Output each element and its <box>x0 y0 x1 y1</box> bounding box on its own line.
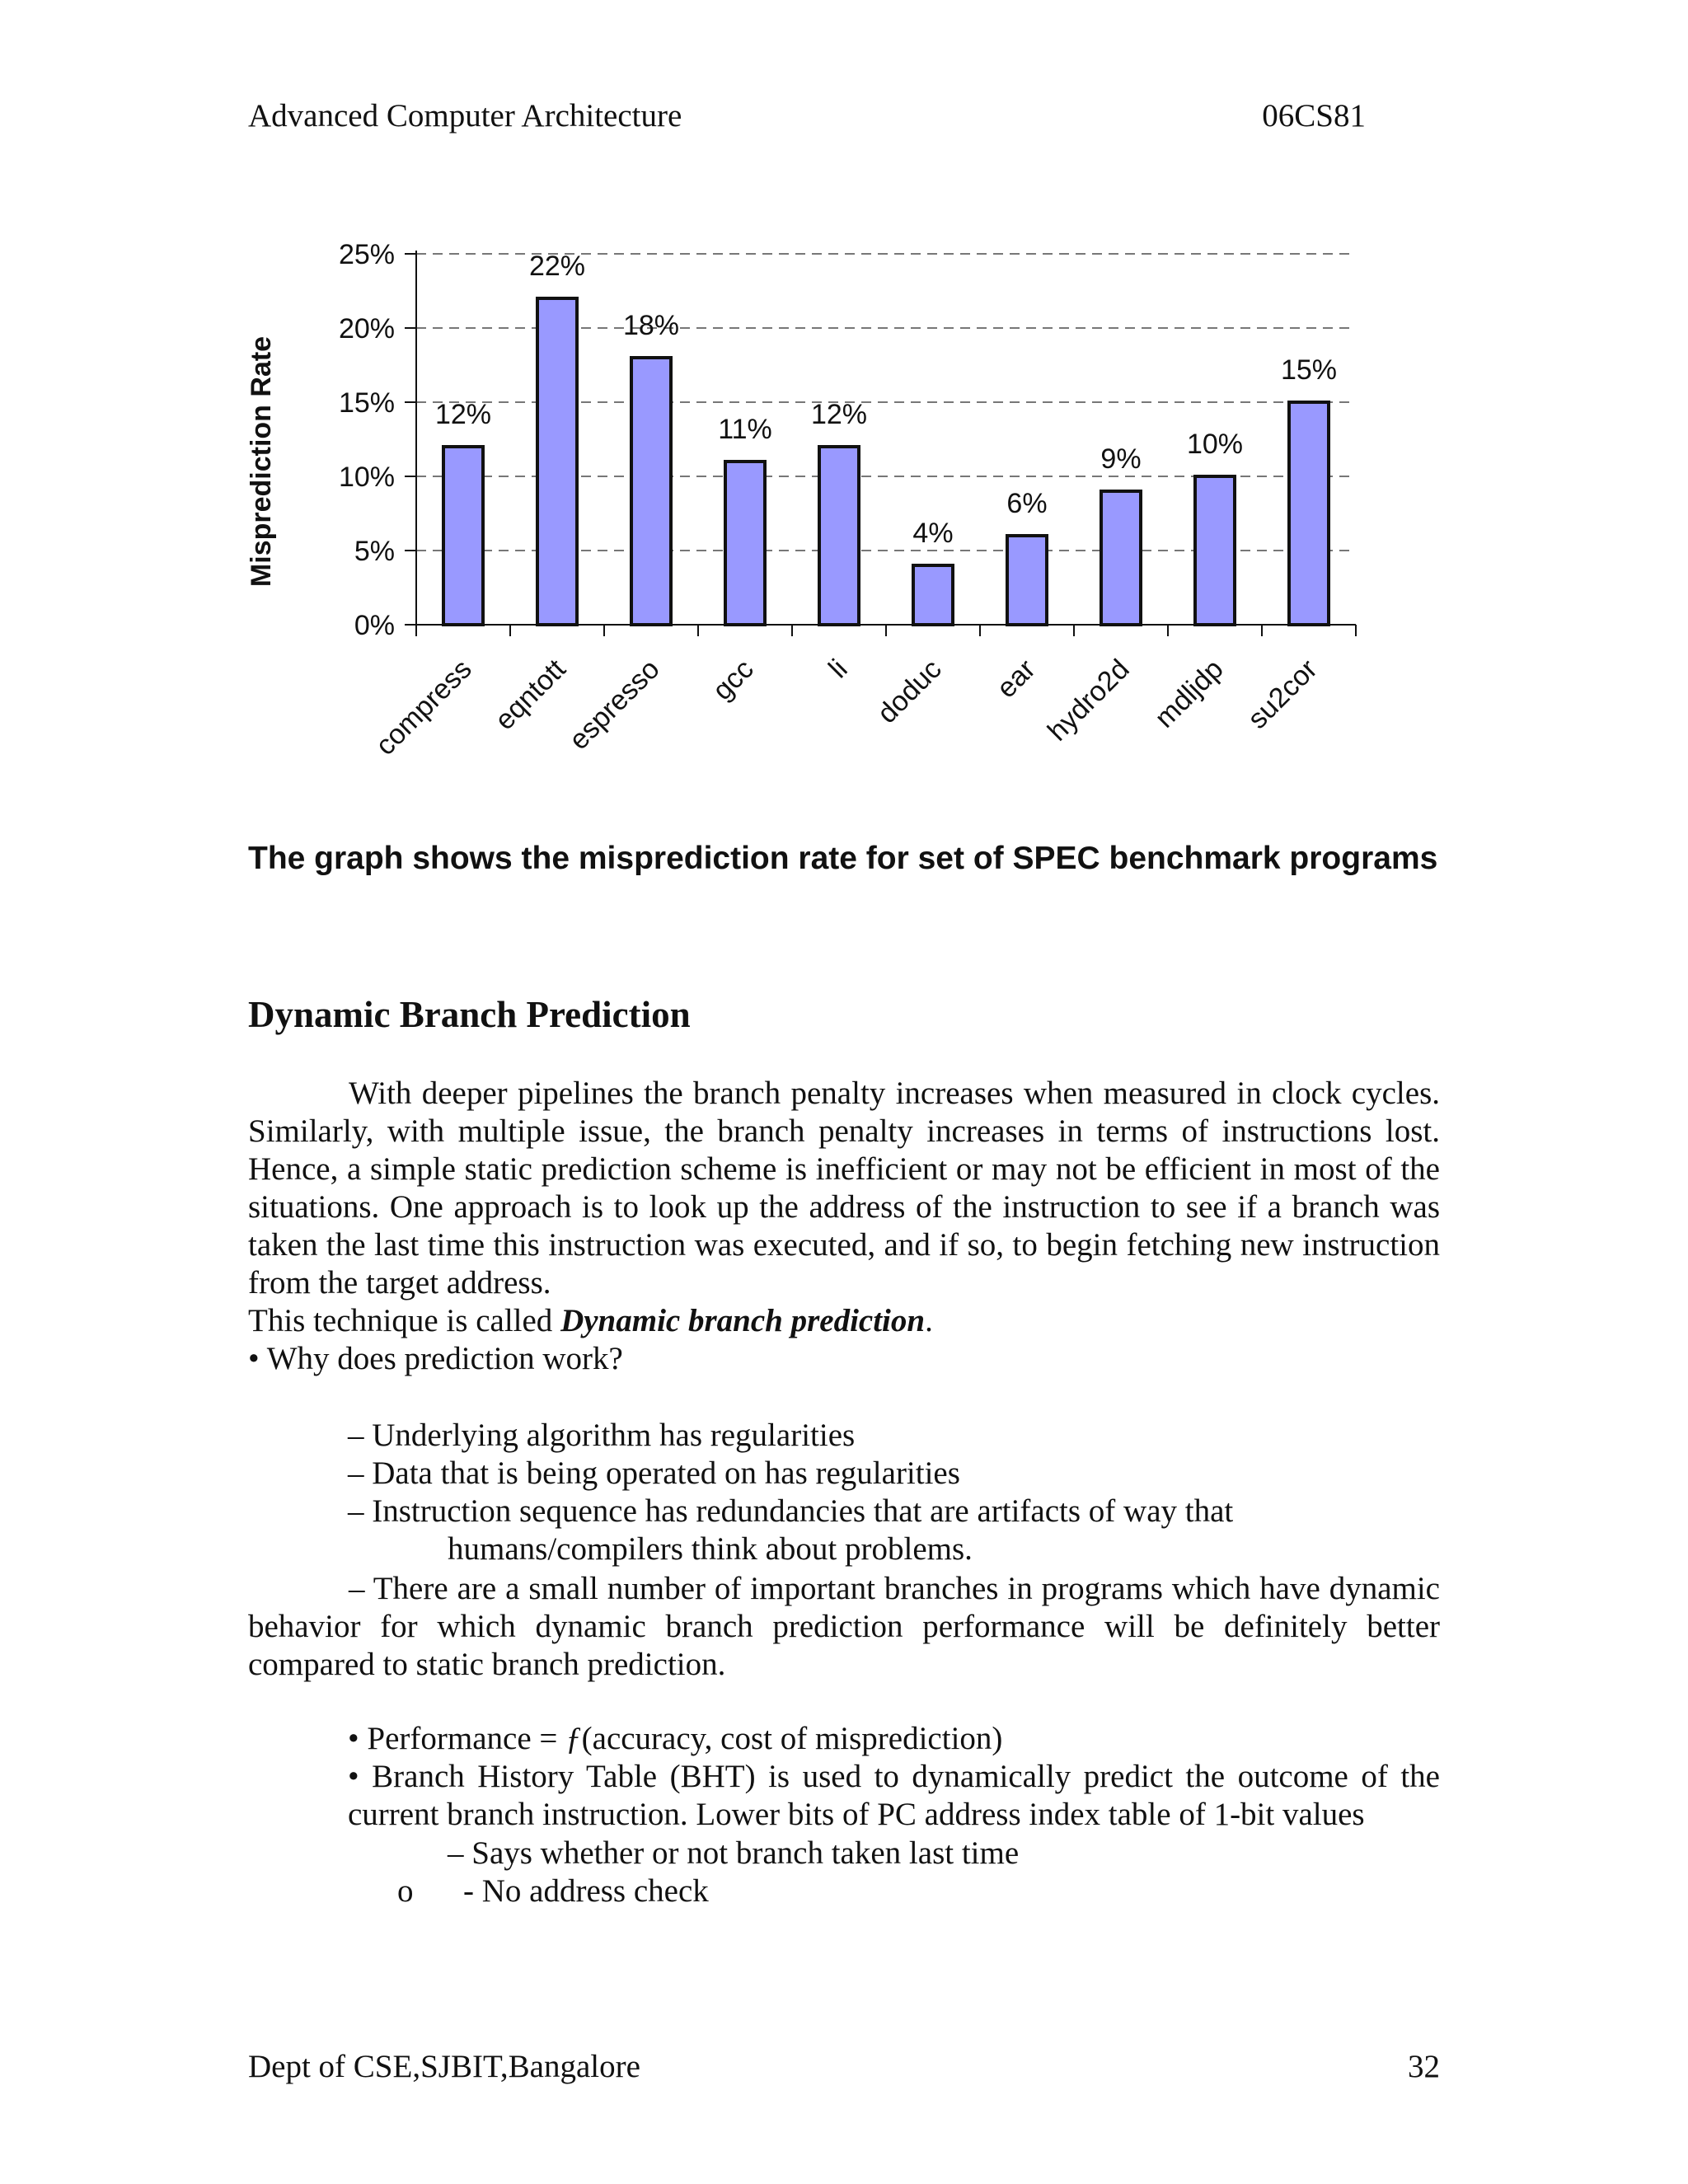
page-number: 32 <box>1408 2049 1440 2084</box>
perf-function: ƒ <box>565 1721 582 1756</box>
data-label: 12% <box>810 399 868 430</box>
category-label: ear <box>991 653 1042 705</box>
bar <box>537 298 577 625</box>
bar <box>1289 402 1329 625</box>
category-label: espresso <box>563 653 666 757</box>
category-label: li <box>823 653 854 685</box>
technique-prefix: This technique is called <box>248 1303 561 1338</box>
figure-caption: The graph shows the misprediction rate for set of SPEC benchmark programs <box>248 841 1438 876</box>
y-axis-label: Misprediction Rate <box>246 335 277 588</box>
data-label: 18% <box>622 310 680 341</box>
bht-bullet: • Branch History Table (BHT) is used to dynamically predict the outcome of the current branch instruction. Lower bits of PC address index table of 1-bit values <box>348 1759 1440 1832</box>
reason-item-3: – Instruction sequence has redundancies that are artifacts of way that <box>348 1493 1234 1529</box>
reason-item-2: – Data that is being operated on has regularities <box>348 1455 960 1491</box>
chart-bars <box>443 298 1329 625</box>
reason-item-1: – Underlying algorithm has regularities <box>348 1418 856 1453</box>
no-address-check-item: - No address check <box>463 1873 709 1909</box>
category-label: hydro2d <box>1041 653 1136 748</box>
data-label: 6% <box>1006 488 1048 519</box>
page-header-left: Advanced Computer Architecture <box>248 98 682 134</box>
category-label: eqntott <box>489 653 572 737</box>
category-label: su2cor <box>1241 653 1324 735</box>
says-item: – Says whether or not branch taken last time <box>448 1835 1020 1871</box>
y-tick-label: 10% <box>338 462 395 493</box>
bar <box>443 447 483 625</box>
y-tick-label: 20% <box>338 313 395 344</box>
sub-bullet-o: o <box>397 1873 414 1909</box>
reason-item-4: – There are a small number of important branches in programs which have dynamic behavior for which dynamic branch prediction performance will be definitely better compared to static branch prediction. <box>248 1571 1440 1682</box>
technique-suffix: . <box>925 1303 933 1338</box>
bar <box>913 565 953 625</box>
reason-item-3-continued: humans/compilers think about problems. <box>448 1531 973 1567</box>
bar <box>1195 476 1235 625</box>
category-label: doduc <box>871 653 948 730</box>
technique-line <box>248 1302 933 1340</box>
page-header-right: 06CS81 <box>1262 98 1366 134</box>
y-tick-label: 25% <box>338 239 395 270</box>
data-label: 10% <box>1186 429 1244 460</box>
section-title: Dynamic Branch Prediction <box>248 994 691 1035</box>
why-bullet: • Why does prediction work? <box>248 1341 623 1376</box>
bar <box>1101 491 1141 625</box>
data-label: 12% <box>434 399 492 430</box>
bar <box>819 447 859 625</box>
performance-bullet <box>348 1720 1002 1758</box>
y-tick-label: 15% <box>338 387 395 419</box>
technique-term: Dynamic branch prediction <box>560 1303 926 1338</box>
data-label: 15% <box>1280 354 1338 386</box>
bar <box>1007 536 1047 625</box>
category-label: compress <box>369 653 478 762</box>
bar <box>725 462 765 625</box>
data-label: 4% <box>912 518 954 549</box>
page-footer-left: Dept of CSE,SJBIT,Bangalore <box>248 2049 640 2084</box>
perf-suffix: (accuracy, cost of misprediction) <box>581 1721 1003 1756</box>
data-label: 22% <box>528 251 586 282</box>
category-label: gcc <box>706 653 760 707</box>
y-tick-label: 0% <box>354 610 395 641</box>
category-label: mdljdp <box>1148 653 1230 734</box>
data-label: 11% <box>718 414 772 445</box>
misprediction-bar-chart <box>239 223 1385 799</box>
perf-prefix: • Performance = <box>348 1721 566 1756</box>
intro-paragraph: With deeper pipelines the branch penalty increases when measured in clock cycles. Similarly, with multiple issue, the branch penalty increases in terms of instructions lost. Hence, a simple static prediction scheme is inefficient or may not be efficient in most of the situations. One approach is to look up the address of the instruction to see if a branch was taken the last time this instruction was executed, and if so, to begin fetching new instruction from the target address. <box>248 1076 1440 1301</box>
y-tick-label: 5% <box>354 536 395 567</box>
data-label: 9% <box>1100 443 1142 475</box>
bar <box>631 358 671 625</box>
